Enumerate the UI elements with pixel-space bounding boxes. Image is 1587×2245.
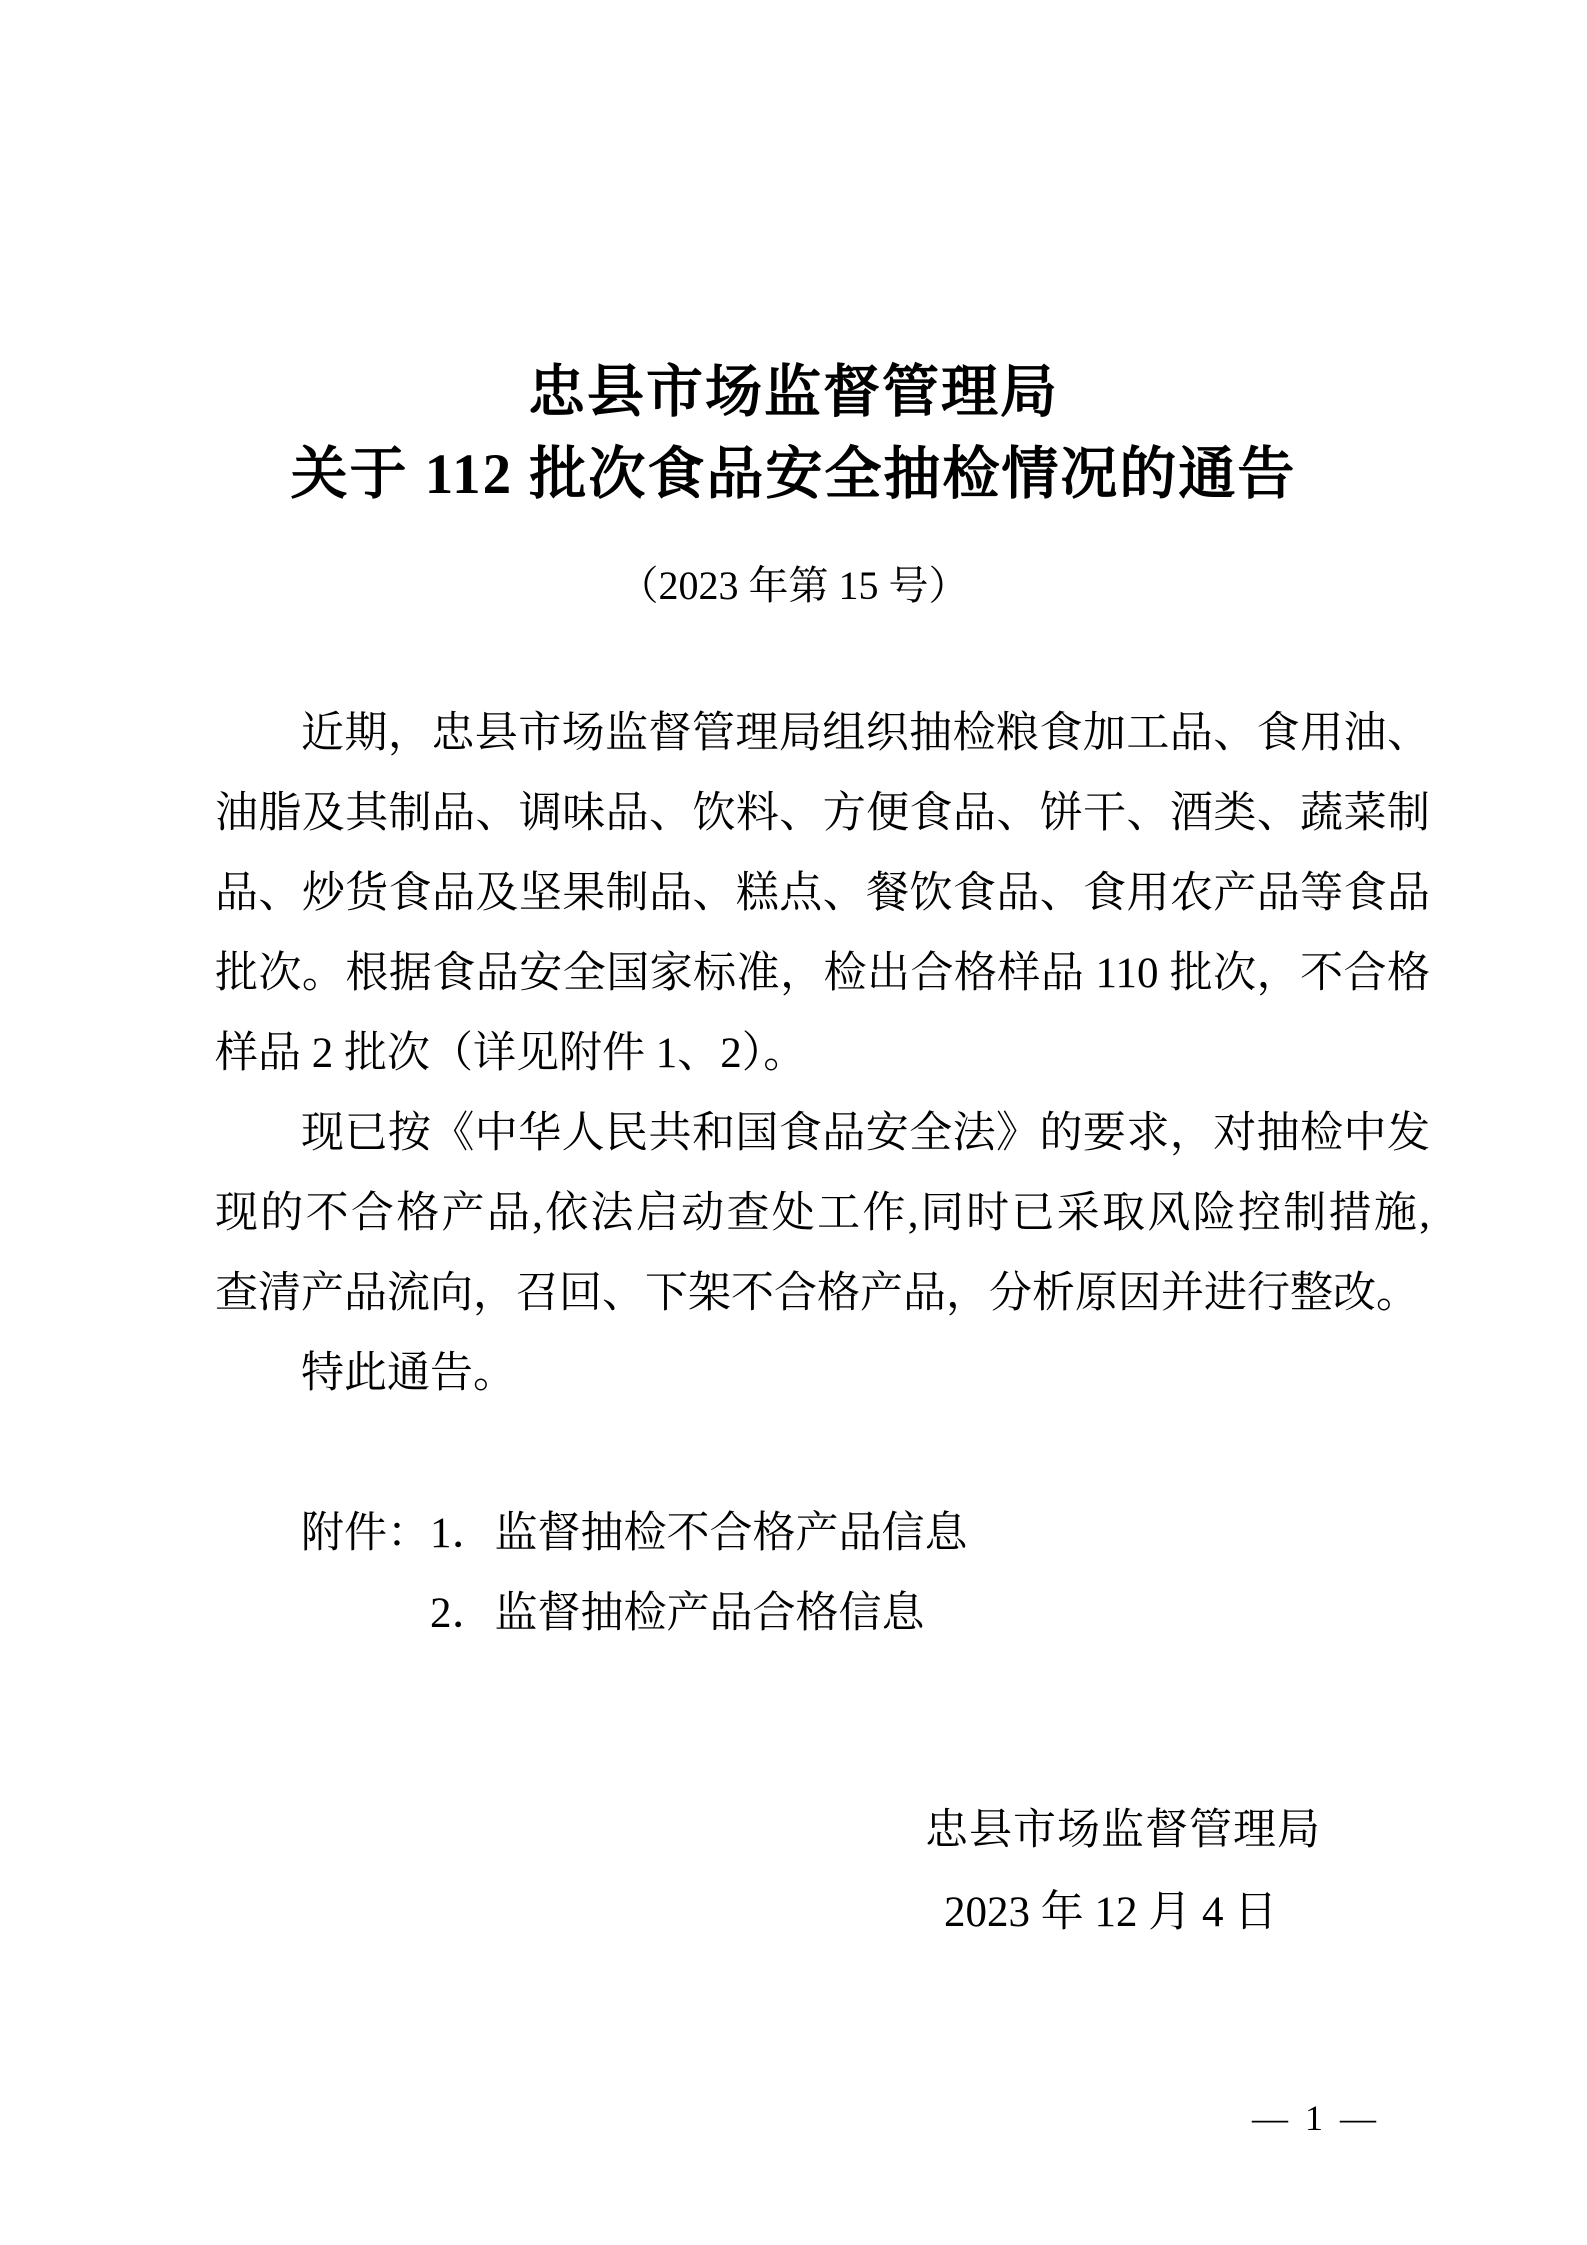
document-number: （2023 年第 15 号）: [618, 563, 969, 608]
paragraph-3-line-1: 特此通告。: [301, 1350, 516, 1397]
signature-date: 2023 年 12 月 4 日: [944, 1889, 1278, 1936]
paragraph-2-line-3: 查清产品流向，召回、下架不合格产品，分析原因并进行整改。: [215, 1270, 1419, 1317]
page-number: — 1 —: [1252, 2098, 1380, 2138]
attachment-item-1: 附件：1．监督抽检不合格产品信息: [301, 1510, 968, 1557]
paragraph-1-line-2: 油脂及其制品、调味品、饮料、方便食品、饼干、酒类、蔬菜制: [215, 790, 1430, 837]
attachment-item-2: 2．监督抽检产品合格信息: [430, 1590, 925, 1637]
paragraph-1-line-3: 品、炒货食品及坚果制品、糕点、餐饮食品、食用农产品等食品: [215, 870, 1430, 917]
signature-issuer: 忠县市场监督管理局: [925, 1807, 1321, 1854]
document-title: [0, 352, 1587, 516]
document-title-line2: 关于 112 批次食品安全抽检情况的通告: [290, 443, 1297, 506]
paragraph-1-line-5: 样品 2 批次（详见附件 1、2）。: [215, 1030, 807, 1077]
paragraph-2-line-1: 现已按《中华人民共和国食品安全法》的要求，对抽检中发: [301, 1110, 1430, 1157]
attachment-list: [215, 1494, 1430, 1654]
paragraph-2-line-2: 现的不合格产品,依法启动查处工作,同时已采取风险控制措施,: [215, 1190, 1430, 1237]
document-title-line1: 忠县市场监督管理局: [528, 361, 1059, 424]
paragraph-1-line-1: 近期，忠县市场监督管理局组织抽检粮食加工品、食用油、: [301, 710, 1430, 757]
document-body: [215, 694, 1430, 1414]
paragraph-1-line-4: 批次。根据食品安全国家标准，检出合格样品 110 批次，不合格: [215, 950, 1430, 997]
